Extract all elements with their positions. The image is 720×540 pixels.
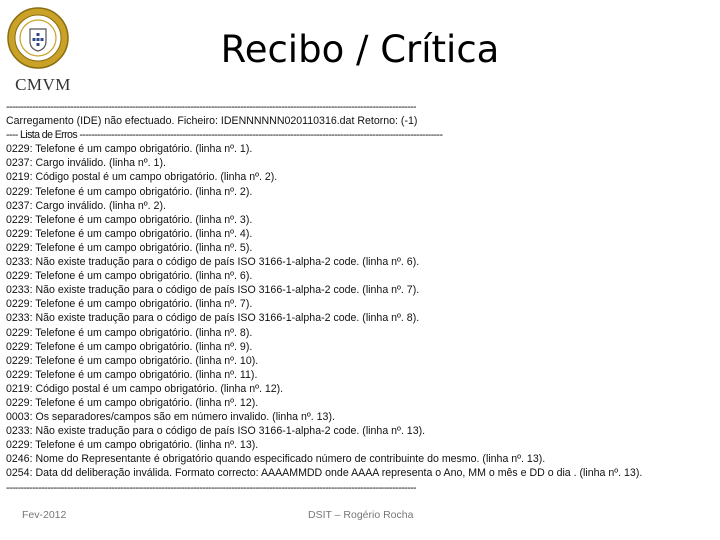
error-line: 0246: Nome do Representante é obrigatório quando especificado número de contribuinte do mesmo. (linha nº. 13). [6, 453, 546, 466]
logo-text: CMVM [15, 75, 71, 94]
report-body [6, 100, 718, 495]
bottom-divider: -------------------------------------------------------------------------------------------------------------------------------------------- [6, 481, 416, 494]
error-line: 0229: Telefone é um campo obrigatório. (linha nº. 2). [6, 185, 253, 198]
error-line: 0233: Não existe tradução para o código de país ISO 3166-1-alpha-2 code. (linha nº. 8). [6, 312, 420, 325]
error-line: 0237: Cargo inválido. (linha nº. 1). [6, 157, 166, 170]
error-line: 0229: Telefone é um campo obrigatório. (linha nº. 1). [6, 143, 253, 156]
top-divider: -------------------------------------------------------------------------------------------------------------------------------------------- [6, 101, 416, 113]
error-line: 0229: Telefone é um campo obrigatório. (linha nº. 9). [6, 340, 253, 353]
error-line: 0229: Telefone é um campo obrigatório. (linha nº. 13). [6, 439, 259, 452]
error-line: 0229: Telefone é um campo obrigatório. (linha nº. 8). [6, 326, 253, 339]
error-line: 0229: Telefone é um campo obrigatório. (linha nº. 10). [6, 354, 259, 367]
error-line: 0233: Não existe tradução para o código de país ISO 3166-1-alpha-2 code. (linha nº. 7). [6, 284, 420, 297]
error-line: 0229: Telefone é um campo obrigatório. (linha nº. 3). [6, 213, 253, 226]
error-line: 0229: Telefone é um campo obrigatório. (linha nº. 6). [6, 270, 253, 283]
error-line: 0219: Código postal é um campo obrigatório. (linha nº. 12). [6, 382, 284, 395]
error-line: 0229: Telefone é um campo obrigatório. (linha nº. 11). [6, 368, 258, 381]
error-list [6, 142, 718, 480]
error-line: 0229: Telefone é um campo obrigatório. (linha nº. 4). [6, 227, 253, 240]
errors-list-header: ---- Lista de Erros ---------------------------------------------------------------------------------------------------------------------------- [6, 129, 443, 142]
error-line: 0233: Não existe tradução para o código de país ISO 3166-1-alpha-2 code. (linha nº. 13). [6, 425, 426, 438]
page-title: Recibo / Crítica [220, 28, 500, 71]
error-line: 0229: Telefone é um campo obrigatório. (linha nº. 12). [6, 396, 259, 409]
error-line: 0233: Não existe tradução para o código de país ISO 3166-1-alpha-2 code. (linha nº. 6). [6, 256, 420, 269]
load-status-line: Carregamento (IDE) não efectuado. Ficheiro: IDENNNNNN020110316.dat Retorno: (-1) [6, 115, 418, 128]
error-line: 0219: Código postal é um campo obrigatório. (linha nº. 2). [6, 171, 278, 184]
error-line: 0237: Cargo inválido. (linha nº. 2). [6, 199, 166, 212]
error-line: 0254: Data dd deliberação inválida. Formato correcto: AAAAMMDD onde AAAA representa o Ano, MM o mês e DD o dia . (linha nº. 13). [6, 467, 643, 480]
error-line: 0229: Telefone é um campo obrigatório. (linha nº. 5). [6, 241, 253, 254]
error-line: 0229: Telefone é um campo obrigatório. (linha nº. 7). [6, 298, 253, 311]
footer-date: Fev-2012 [22, 509, 67, 521]
footer-author: DSIT – Rogério Rocha [308, 509, 414, 521]
error-line: 0003: Os separadores/campos são em número invalido. (linha nº. 13). [6, 411, 335, 424]
